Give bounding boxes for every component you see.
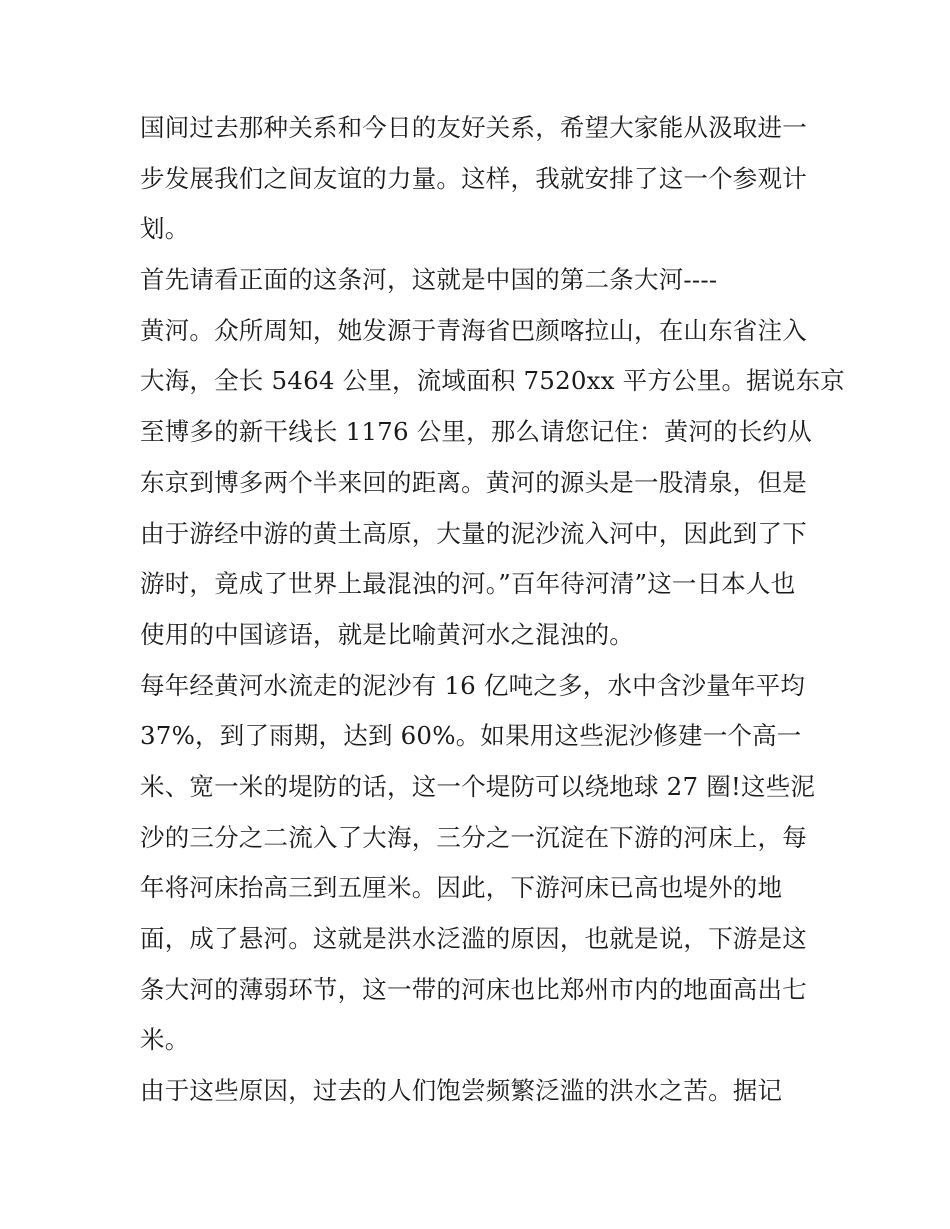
text-line: 由于这些原因，过去的人们饱尝频繁泛滥的洪水之苦。据记 xyxy=(140,1076,783,1106)
text-line: 由于游经中游的黄土高原，大量的泥沙流入河中，因此到了下 xyxy=(140,518,807,548)
text-line: 步发展我们之间友谊的力量。这样，我就安排了这一个参观计 xyxy=(140,163,807,193)
text-line: 米、宽一米的堤防的话，这一个堤防可以绕地球 27 圈!这些泥 xyxy=(140,771,816,801)
text-line: 至博多的新干线长 1176 公里，那么请您记住：黄河的长约从 xyxy=(140,417,812,447)
text-line: 每年经黄河水流走的泥沙有 16 亿吨之多，水中含沙量年平均 xyxy=(140,670,806,700)
text-line: 黄河。众所周知，她发源于青海省巴颜喀拉山，在山东省注入 xyxy=(140,315,807,345)
text-line: 首先请看正面的这条河，这就是中国的第二条大河---- xyxy=(140,265,718,295)
text-line: 米。 xyxy=(140,1025,190,1055)
text-line: 划。 xyxy=(140,214,190,244)
text-line: 东京到博多两个半来回的距离。黄河的源头是一股清泉，但是 xyxy=(140,467,807,497)
text-line: 面，成了悬河。这就是洪水泛滥的原因，也就是说，下游是这 xyxy=(140,924,807,953)
text-line: 条大河的薄弱环节，这一带的河床也比郑州市内的地面高出七 xyxy=(140,974,807,1004)
body-text xyxy=(140,103,845,1117)
text-line: 国间过去那种关系和今日的友好关系，希望大家能从汲取进一 xyxy=(140,113,807,142)
text-line: 年将河床抬高三到五厘米。因此，下游河床已高也堤外的地 xyxy=(140,873,783,903)
text-line: 37%，到了雨期，达到 60%。如果用这些泥沙修建一个高一 xyxy=(140,721,802,751)
text-line: 使用的中国谚语，就是比喻黄河水之混浊的。 xyxy=(140,619,634,649)
text-line: 大海，全长 5464 公里，流域面积 7520xx 平方公里。据说东京 xyxy=(140,366,845,396)
text-line: 沙的三分之二流入了大海，三分之一沉淀在下游的河床上，每 xyxy=(140,822,807,852)
text-line: 游时，竟成了世界上最混浊的河。”百年待河清”这一日本人也 xyxy=(140,569,796,599)
